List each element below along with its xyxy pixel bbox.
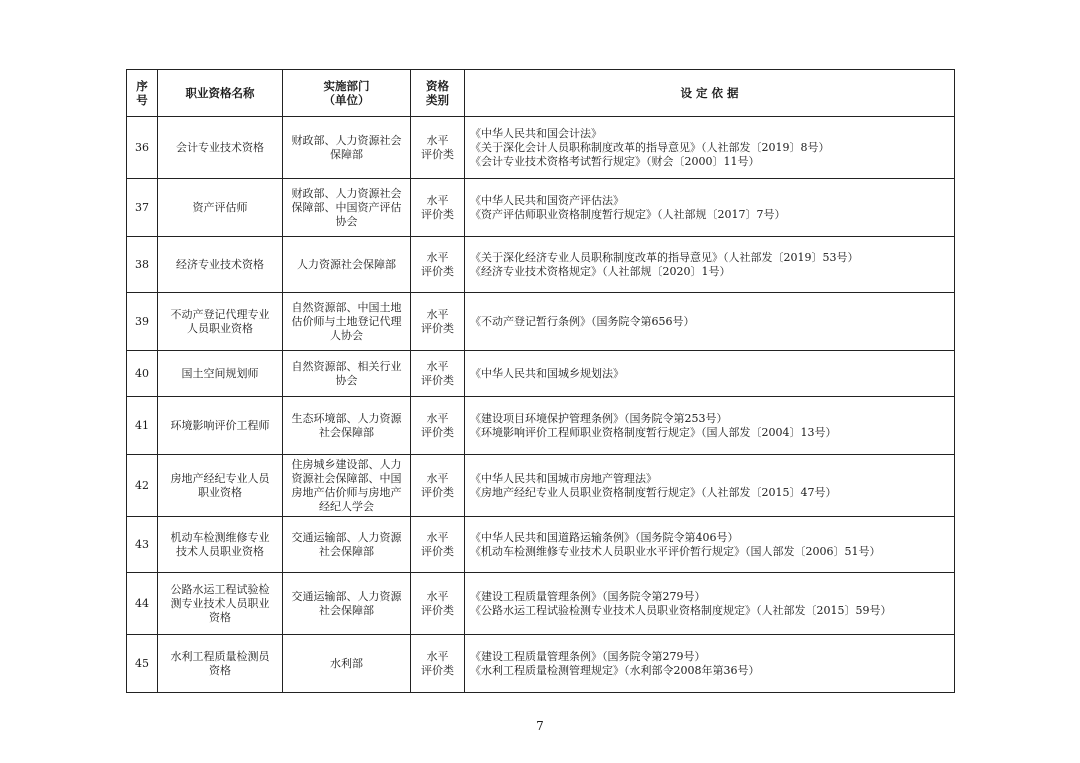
- qualification-name-line: 机动车检测维修专业: [170, 530, 270, 544]
- legal-basis-line: 《经济专业技术资格规定》（人社部规〔2020〕1号）: [470, 264, 731, 278]
- qualification-name-line: 公路水运工程试验检: [170, 582, 270, 596]
- qualification-type-line: 评价类: [421, 663, 454, 677]
- row-number: 37: [127, 179, 158, 237]
- qualification-name: [158, 573, 283, 635]
- department-line: 保障部、中国资产评估: [291, 200, 402, 214]
- legal-basis-line: 《建设项目环境保护管理条例》（国务院令第253号）: [470, 411, 728, 425]
- department: [283, 351, 411, 397]
- qualification-type-line: 评价类: [421, 373, 454, 387]
- qualification-name-line: 经济专业技术资格: [176, 257, 264, 271]
- legal-basis-line: 《不动产登记暂行条例》（国务院令第656号）: [470, 314, 695, 328]
- qualification-name-line: 人员职业资格: [187, 321, 253, 335]
- department-line: 自然资源部、中国土地: [291, 300, 402, 314]
- department-line: 社会保障部: [319, 544, 374, 558]
- page-number: 7: [536, 719, 544, 733]
- qualification-name-line: 环境影响评价工程师: [170, 418, 270, 432]
- row-number: 42: [127, 455, 158, 517]
- qualification-name: [158, 293, 283, 351]
- qualification-name-line: 资格: [209, 610, 231, 624]
- qualification-name-line: 技术人员职业资格: [176, 544, 264, 558]
- qualification-table: [126, 69, 955, 693]
- qualification-name: [158, 635, 283, 693]
- table-header-row: [127, 70, 955, 117]
- qualification-name: [158, 397, 283, 455]
- department-line: 社会保障部: [319, 603, 374, 617]
- qualification-type-line: 评价类: [421, 207, 454, 221]
- qualification-type: [411, 455, 465, 517]
- department-line: 人协会: [330, 328, 363, 342]
- legal-basis: [465, 351, 955, 397]
- department-line: 协会: [335, 373, 358, 387]
- legal-basis: [465, 117, 955, 179]
- qualification-name: [158, 179, 283, 237]
- department-line: 保障部: [330, 147, 363, 161]
- header-type-line1: 资格: [426, 79, 449, 93]
- legal-basis: [465, 397, 955, 455]
- qualification-type-line: 评价类: [421, 147, 454, 161]
- qualification-type: [411, 397, 465, 455]
- qualification-type: [411, 573, 465, 635]
- qualification-name-line: 国土空间规划师: [181, 366, 259, 380]
- qualification-type-line: 水平: [426, 133, 449, 147]
- legal-basis-line: 《机动车检测维修专业技术人员职业水平评价暂行规定》（国人部发〔2006〕51号）: [470, 544, 881, 558]
- legal-basis-line: 《公路水运工程试验检测专业技术人员职业资格制度规定》（人社部发〔2015〕59号）: [470, 603, 892, 617]
- qualification-name-line: 会计专业技术资格: [176, 140, 264, 154]
- qualification-type: [411, 351, 465, 397]
- department-line: 财政部、人力资源社会: [291, 133, 402, 147]
- qualification-name-line: 房地产经纪专业人员: [170, 471, 270, 485]
- department-line: 协会: [335, 214, 358, 228]
- row-number: 44: [127, 573, 158, 635]
- qualification-type-line: 水平: [426, 649, 449, 663]
- department: [283, 293, 411, 351]
- legal-basis-line: 《中华人民共和国城市房地产管理法》: [470, 471, 657, 485]
- qualification-name-line: 水利工程质量检测员: [170, 649, 270, 663]
- legal-basis: [465, 293, 955, 351]
- qualification-type-line: 水平: [426, 307, 449, 321]
- legal-basis: [465, 455, 955, 517]
- table-row: [127, 179, 955, 237]
- row-number: 38: [127, 237, 158, 293]
- qualification-name-line: 资产评估师: [192, 200, 248, 214]
- table-row: [127, 517, 955, 573]
- row-number: 43: [127, 517, 158, 573]
- legal-basis-line: 《关于深化经济专业人员职称制度改革的指导意见》（人社部发〔2019〕53号）: [470, 250, 859, 264]
- department: [283, 517, 411, 573]
- row-number: 36: [127, 117, 158, 179]
- qualification-type-line: 水平: [426, 589, 449, 603]
- department: [283, 455, 411, 517]
- legal-basis: [465, 517, 955, 573]
- legal-basis-line: 《建设工程质量管理条例》（国务院令第279号）: [470, 649, 706, 663]
- table-row: [127, 237, 955, 293]
- qualification-name: [158, 237, 283, 293]
- qualification-type: [411, 635, 465, 693]
- legal-basis-line: 《建设工程质量管理条例》（国务院令第279号）: [470, 589, 706, 603]
- table-row: [127, 635, 955, 693]
- legal-basis-line: 《会计专业技术资格考试暂行规定》（财会〔2000〕11号）: [470, 154, 760, 168]
- qualification-type-line: 评价类: [421, 544, 454, 558]
- department: [283, 573, 411, 635]
- header-name: 职业资格名称: [158, 70, 283, 117]
- table-row: [127, 455, 955, 517]
- department: [283, 117, 411, 179]
- department-line: 水利部: [330, 656, 363, 670]
- legal-basis-line: 《水利工程质量检测管理规定》（水利部令2008年第36号）: [470, 663, 760, 677]
- qualification-type-line: 评价类: [421, 603, 454, 617]
- row-number: 41: [127, 397, 158, 455]
- table-row: [127, 293, 955, 351]
- table-row: [127, 397, 955, 455]
- legal-basis-line: 《资产评估师职业资格制度暂行规定》（人社部规〔2017〕7号）: [470, 207, 786, 221]
- legal-basis-line: 《中华人民共和国会计法》: [470, 126, 602, 140]
- table-row: [127, 573, 955, 635]
- qualification-type: [411, 117, 465, 179]
- department-line: 社会保障部: [319, 425, 374, 439]
- table-body: [127, 117, 955, 693]
- department: [283, 237, 411, 293]
- qualification-type-line: 评价类: [421, 321, 454, 335]
- legal-basis-line: 《关于深化会计人员职称制度改革的指导意见》（人社部发〔2019〕8号）: [470, 140, 830, 154]
- department-line: 资源社会保障部、中国: [291, 471, 402, 485]
- legal-basis: [465, 237, 955, 293]
- header-type-line2: 类别: [426, 93, 449, 107]
- qualification-type-line: 水平: [426, 193, 449, 207]
- qualification-type: [411, 293, 465, 351]
- header-dept: [283, 70, 411, 117]
- department-line: 自然资源部、相关行业: [291, 359, 402, 373]
- department-line: 住房城乡建设部、人力: [291, 457, 402, 471]
- qualification-type: [411, 517, 465, 573]
- qualification-name-line: 测专业技术人员职业: [170, 596, 270, 610]
- table-row: [127, 117, 955, 179]
- qualification-name: [158, 117, 283, 179]
- legal-basis-line: 《中华人民共和国资产评估法》: [470, 193, 624, 207]
- header-num: 序号: [127, 70, 158, 117]
- qualification-name: [158, 455, 283, 517]
- department-line: 估价师与土地登记代理: [291, 314, 402, 328]
- header-type: [411, 70, 465, 117]
- qualification-name: [158, 517, 283, 573]
- department-line: 财政部、人力资源社会: [291, 186, 402, 200]
- qualification-type-line: 水平: [426, 411, 449, 425]
- legal-basis-line: 《环境影响评价工程师职业资格制度暂行规定》（国人部发〔2004〕13号）: [470, 425, 837, 439]
- header-dept-line1: 实施部门: [323, 79, 370, 93]
- department-line: 房地产估价师与房地产: [291, 485, 402, 499]
- row-number: 39: [127, 293, 158, 351]
- legal-basis: [465, 635, 955, 693]
- legal-basis: [465, 573, 955, 635]
- department: [283, 397, 411, 455]
- department-line: 人力资源社会保障部: [297, 257, 396, 271]
- legal-basis: [465, 179, 955, 237]
- row-number: 40: [127, 351, 158, 397]
- department: [283, 179, 411, 237]
- department-line: 交通运输部、人力资源: [291, 530, 402, 544]
- qualification-type-line: 评价类: [421, 264, 454, 278]
- qualification-type: [411, 179, 465, 237]
- qualification-type-line: 水平: [426, 471, 449, 485]
- qualification-type-line: 水平: [426, 359, 449, 373]
- header-basis: 设 定 依 据: [465, 70, 955, 117]
- qualification-type-line: 水平: [426, 250, 449, 264]
- qualification-type: [411, 237, 465, 293]
- row-number: 45: [127, 635, 158, 693]
- qualification-type-line: 评价类: [421, 425, 454, 439]
- qualification-name: [158, 351, 283, 397]
- legal-basis-line: 《中华人民共和国城乡规划法》: [470, 366, 624, 380]
- legal-basis-line: 《中华人民共和国道路运输条例》（国务院令第406号）: [470, 530, 739, 544]
- header-dept-line2: （单位）: [323, 93, 370, 107]
- qualification-name-line: 职业资格: [198, 485, 242, 499]
- department-line: 交通运输部、人力资源: [291, 589, 402, 603]
- qualification-name-line: 资格: [209, 663, 231, 677]
- legal-basis-line: 《房地产经纪专业人员职业资格制度暂行规定》（人社部发〔2015〕47号）: [470, 485, 837, 499]
- qualification-name-line: 不动产登记代理专业: [170, 307, 270, 321]
- department-line: 经纪人学会: [319, 499, 374, 513]
- department-line: 生态环境部、人力资源: [291, 411, 402, 425]
- qualification-type-line: 评价类: [421, 485, 454, 499]
- table-row: [127, 351, 955, 397]
- qualification-type-line: 水平: [426, 530, 449, 544]
- department: [283, 635, 411, 693]
